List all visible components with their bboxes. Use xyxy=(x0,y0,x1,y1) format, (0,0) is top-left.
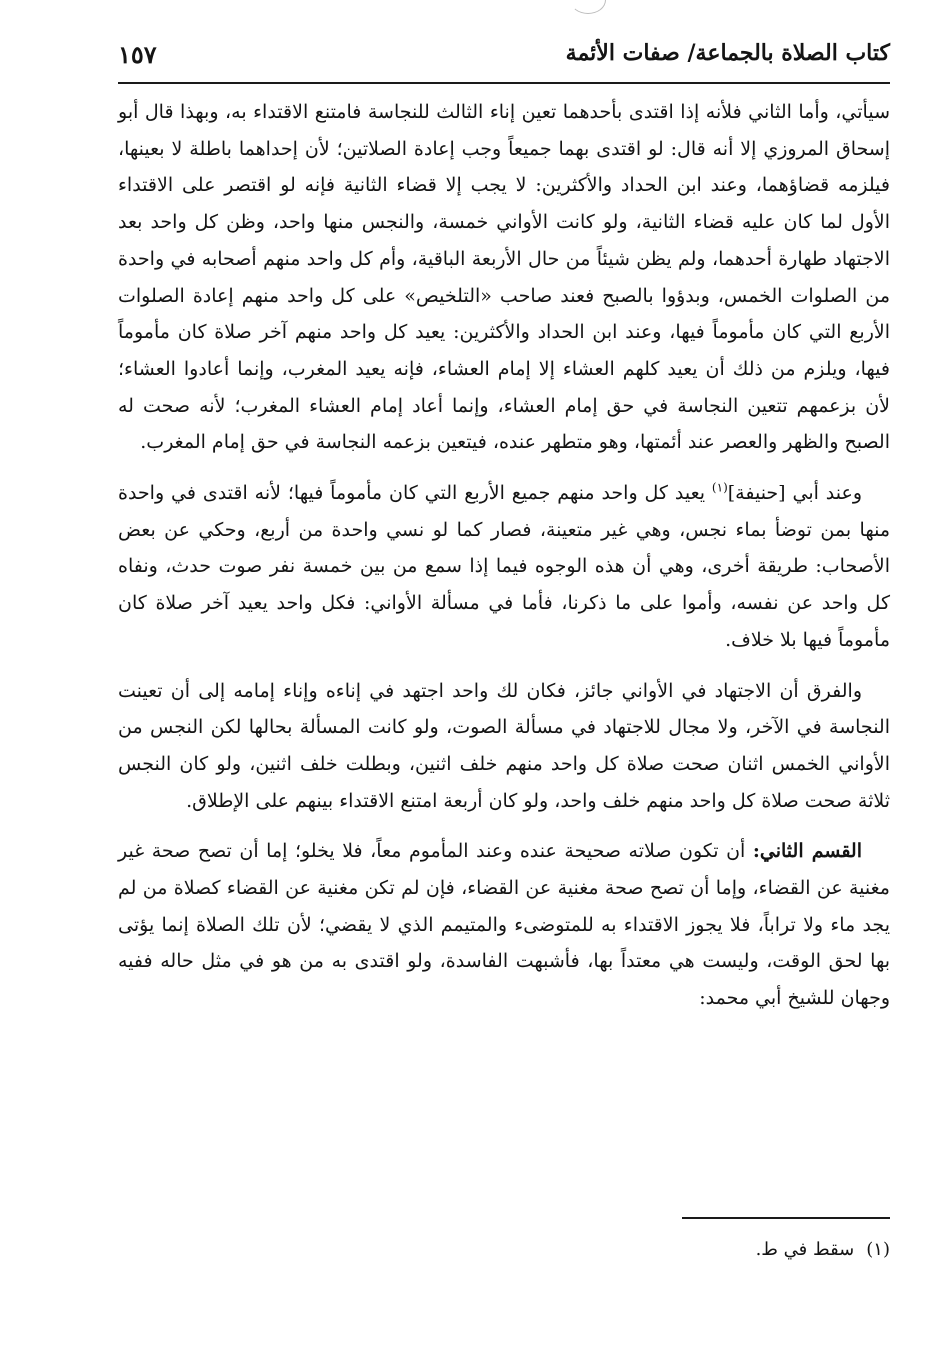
header-rule xyxy=(118,82,890,84)
footnote-1 xyxy=(118,1236,890,1264)
page-number: ١٥٧ xyxy=(118,40,157,69)
paragraph-2-start: وعند أبي [حنيفة] xyxy=(727,482,862,505)
footnotes xyxy=(118,1236,890,1264)
paragraph-1: سيأتي، وأما الثاني فلأنه إذا اقتدى بأحدهما تعين إناء الثالث للنجاسة فامتنع الاقتداء به، وبهذا قال أبو إسحاق المروزي إلا أنه قال: لو اقتدى بهما جميعاً وجب إعادة الصلاتين؛ لأن إحداهما باطلة لا بعينها، فيلزمه قضاؤهما، وعند ابن الحداد والأكثرين: لا يجب إلا قضاء الثانية فإنه لو اقتصر على الاقتداء الأول لما كان عليه قضاء الثانية، ولو كانت الأواني خمسة، والنجس منها واحد، وظن كل واحد بعد الاجتهاد طهارة أحدهما، ولم يظن شيئاً من حال الأربعة الباقية، وأم كل واحد منهم أصحابه في واحدة من الصلوات الخمس، وبدؤوا بالصبح فعند صاحب «التلخيص» على كل واحد منهم إعادة الصلوات الأربع التي كان مأموماً فيها، وعند ابن الحداد والأكثرين: يعيد كل واحد منهم آخر صلاة كان مأموماً فيها، ويلزم من ذلك أن يعيد كلهم العشاء إلا إمام العشاء، فإنه يعيد المغرب، وإنما أعادوا العشاء؛ لأن بزعمهم تتعين النجاسة في حق إمام العشاء، وإنما أعاد إمام العشاء المغرب؛ لأنه صحت له الصبح والظهر والعصر عند أئمتها، وهو متطهر عنده، فيتعين بزعمه النجاسة في حق إمام المغرب. xyxy=(118,101,891,454)
page-header xyxy=(118,40,890,80)
section-lead: القسم الثاني: xyxy=(752,840,862,863)
paragraph-2-rest: يعيد كل واحد منهم جميع الأربع التي كان مأموماً فيها؛ لأنه اقتدى في واحدة منها بمن توضأ بماء نجس، وهي غير متعينة، فصار كما لو نسي واحدة من أربع، وحكي عن بعض الأصحاب: طريقة أخرى، وهي أن هذه الوجوه فيما إذا سمع من بين خمسة نفر صوت حدث، ونفاه كل واحد عن نفسه، وأموا على ما ذكرنا، فأما في مسألة الأواني: فكل واحد يعيد آخر صلاة كان مأموماً فيها بلا خلاف. xyxy=(118,482,890,651)
footnote-rule xyxy=(682,1217,890,1219)
paragraph-4 xyxy=(118,833,890,1017)
running-title: كتاب الصلاة بالجماعة/ صفات الأئمة xyxy=(565,40,890,66)
footnote-text: سقط في ط. xyxy=(755,1239,855,1260)
paragraph-2 xyxy=(118,475,890,659)
scan-mark xyxy=(570,0,606,14)
main-text xyxy=(118,94,890,1017)
paragraph-4-rest: أن تكون صلاته صحيحة عنده وعند المأموم معاً، فلا يخلو؛ إما أن تصح صحة غير مغنية عن القضاء، وإما أن تصح صحة مغنية عن القضاء، فإن لم تكن مغنية عن القضاء كصلاة من لم يجد ماء ولا تراباً، فلا يجوز الاقتداء به للمتوضىء والمتيمم الذي لا يقضي؛ لأن تلك الصلاة إنما يؤتى بها لحق الوقت، وليست هي معتداً بها، فأشبهت الفاسدة، ولو اقتدى به من هو في مثل حاله ففيه وجهان للشيخ أبي محمد: xyxy=(118,840,890,1010)
paragraph-3: والفرق أن الاجتهاد في الأواني جائز، فكان لك واحد اجتهد في إناءه وإناء إمامه إلى أن تعينت النجاسة في الآخر، ولا مجال للاجتهاد في مسألة الصوت، ولو كانت المسألة بحالها لكن النجس من الأواني الخمس اثنان صحت صلاة كل واحد منهم خلف اثنين، وبطلت خلف اثنين، ولو كان النجس ثلاثة صحت صلاة كل واحد منهم خلف واحد، ولو كان أربعة امتنع الاقتداء بينهم على الإطلاق. xyxy=(118,679,890,812)
footnote-number: (١) xyxy=(866,1239,890,1260)
footnote-ref: (١) xyxy=(711,480,728,495)
